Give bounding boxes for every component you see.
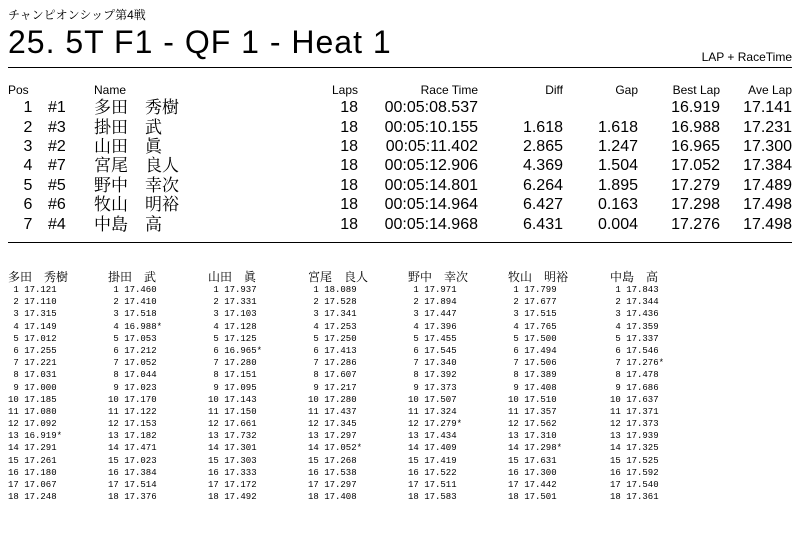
lap-column [610,270,710,503]
result-num: #3 [48,118,66,136]
lap-time: 12 17.345 [308,419,357,430]
lap-time: 14 17.291 [8,443,57,454]
lap-time: 10 17.507 [408,394,457,405]
result-best: 17.052 [671,157,720,175]
lap-time: 13 17.939 [610,431,659,442]
lap-time: 1 17.843 [610,285,659,295]
lap-time: 18 17.583 [408,492,457,503]
col-header-laps: Laps [331,83,358,97]
lap-time: 6 17.494 [508,345,557,356]
lap-time: 9 17.000 [8,382,57,393]
lap-time: 11 17.150 [208,406,257,417]
result-row [8,98,792,117]
result-diff: 1.618 [522,118,563,136]
report-mode-label: LAP + RaceTime [701,50,792,64]
lap-time: 5 17.125 [208,333,257,344]
lap-time: 2 17.344 [610,297,659,308]
lap-time: 11 17.371 [610,406,659,417]
lap-time: 11 17.357 [508,406,557,417]
lap-time: 15 17.525 [610,455,659,466]
lap-time: 7 17.052 [108,358,157,369]
lap-time: 4 17.765 [508,321,557,332]
lap-time: 3 17.103 [208,309,257,320]
col-header-number [48,82,94,98]
lap-time: 11 17.122 [108,406,157,417]
lap-time: 14 17.298* [508,443,563,454]
lap-time: 10 17.185 [8,394,57,405]
result-name: 山田 眞 [94,136,162,156]
lap-time: 11 17.324 [408,406,457,417]
col-header-gap: Gap [615,83,638,97]
lap-time: 16 17.522 [408,467,457,478]
result-diff [478,98,563,117]
lap-time: 3 17.315 [8,309,57,320]
lap-time: 9 17.373 [408,382,457,393]
lap-time: 16 17.333 [208,467,257,478]
lap-time: 7 17.276* [610,358,665,369]
lap-time: 18 17.248 [8,492,57,503]
lap-time: 2 17.331 [208,297,257,308]
col-header-best-lap: Best Lap [672,83,720,97]
result-ave: 17.498 [743,215,792,233]
result-best: 17.298 [671,196,720,214]
result-pos: 4 [23,157,33,175]
result-gap [563,98,638,117]
lap-time: 4 16.988* [108,321,163,332]
lap-column-driver-name: 多田 秀樹 [8,270,69,284]
lap-time: 3 17.515 [508,309,557,320]
lap-time: 16 17.180 [8,467,57,478]
lap-time: 4 17.128 [208,321,257,332]
lap-time: 8 17.044 [108,370,157,381]
lap-time: 6 17.413 [308,345,357,356]
result-best: 16.988 [671,118,720,136]
result-laps: 18 [340,215,358,233]
lap-time: 13 17.434 [408,431,457,442]
result-laps: 18 [340,118,358,136]
lap-time: 18 17.376 [108,492,157,503]
lap-time: 15 17.023 [108,455,157,466]
result-gap: 1.247 [597,137,638,155]
result-ave: 17.498 [743,196,792,214]
result-diff: 6.427 [522,196,563,214]
lap-time: 4 17.359 [610,321,659,332]
result-diff: 2.865 [522,137,563,155]
result-name: 牧山 明裕 [94,195,179,215]
result-row [8,156,792,175]
lap-time: 1 17.121 [8,285,57,295]
lap-time: 8 17.392 [408,370,457,381]
result-name: 中島 高 [94,214,162,234]
lap-time: 17 17.297 [308,480,357,490]
lap-time: 13 17.310 [508,431,557,442]
lap-time: 1 17.937 [208,285,257,295]
result-name: 掛田 武 [94,117,162,137]
lap-time: 6 17.255 [8,345,57,356]
result-name: 多田 秀樹 [94,98,179,118]
lap-time: 2 17.894 [408,297,457,308]
lap-time: 12 17.661 [208,419,257,430]
lap-time: 17 17.514 [108,480,157,490]
result-time: 00:05:11.402 [385,137,478,155]
lap-time: 9 17.095 [208,382,257,393]
lap-time: 15 17.261 [8,455,57,466]
lap-time: 12 17.373 [610,419,659,430]
lap-time: 4 17.396 [408,321,457,332]
result-diff: 6.431 [522,215,563,233]
lap-column-driver-name: 牧山 明裕 [508,270,569,284]
result-ave: 17.384 [743,157,792,175]
result-diff: 4.369 [522,157,563,175]
lap-time: 5 17.337 [610,333,659,344]
result-num: #2 [48,137,66,155]
result-time: 00:05:10.155 [384,118,478,136]
lap-time: 8 17.389 [508,370,557,381]
result-ave: 17.489 [743,176,792,194]
lap-time: 9 17.217 [308,382,357,393]
col-header-pos: Pos [8,83,29,97]
results-header-row [8,82,792,98]
lap-time: 2 17.110 [8,297,57,308]
lap-time: 2 17.677 [508,297,557,308]
lap-time: 17 17.172 [208,480,257,490]
lap-time: 12 17.279* [408,419,463,430]
result-name: 野中 幸次 [94,175,179,195]
lap-time: 18 17.408 [308,492,357,503]
lap-time: 9 17.023 [108,382,157,393]
lap-time: 13 17.297 [308,431,357,442]
col-header-diff: Diff [545,83,563,97]
result-best: 16.965 [671,137,720,155]
lap-time: 17 17.442 [508,480,557,490]
lap-time: 16 17.538 [308,467,357,478]
result-pos: 5 [23,176,33,194]
lap-time: 17 17.540 [610,480,659,490]
lap-time: 5 17.500 [508,333,557,344]
result-best: 16.919 [671,99,720,117]
result-ave: 17.300 [743,137,792,155]
result-gap: 1.504 [597,157,638,175]
result-pos: 3 [23,137,33,155]
lap-time: 10 17.280 [308,394,357,405]
lap-time: 1 17.460 [108,285,157,295]
lap-column-driver-name: 宮尾 良人 [308,270,369,284]
lap-time: 13 17.182 [108,431,157,442]
lap-column-driver-name: 山田 眞 [208,270,257,284]
result-row [8,117,792,136]
lap-time: 5 17.053 [108,333,157,344]
result-pos: 6 [23,196,33,214]
lap-time: 7 17.221 [8,358,57,369]
lap-time: 7 17.340 [408,358,457,369]
top-divider [8,67,792,68]
lap-time: 18 17.501 [508,492,557,503]
lap-column [108,270,208,503]
result-gap: 0.004 [597,215,638,233]
lap-time: 18 17.492 [208,492,257,503]
lap-time: 8 17.151 [208,370,257,381]
lap-time: 3 17.341 [308,309,357,320]
lap-time: 11 17.080 [8,406,57,417]
result-best: 17.279 [671,176,720,194]
lap-time: 10 17.510 [508,394,557,405]
lap-time: 15 17.268 [308,455,357,466]
result-num: #5 [48,176,66,194]
result-gap: 1.618 [597,118,638,136]
result-laps: 18 [340,196,358,214]
lap-time: 16 17.384 [108,467,157,478]
lap-column-driver-name: 野中 幸次 [408,270,469,284]
lap-time: 4 17.253 [308,321,357,332]
lap-column-driver-name: 掛田 武 [108,270,157,284]
lap-column [208,270,308,503]
lap-time: 14 17.325 [610,443,659,454]
result-row [8,195,792,214]
lap-time: 15 17.631 [508,455,557,466]
result-name: 宮尾 良人 [94,156,179,176]
lap-time: 1 17.799 [508,285,557,295]
result-laps: 18 [340,99,358,117]
lap-time: 6 16.965* [208,345,263,356]
lap-time: 2 17.410 [108,297,157,308]
lap-column [508,270,608,503]
result-diff: 6.264 [522,176,563,194]
col-header-ave-lap: Ave Lap [748,83,792,97]
lap-time: 16 17.592 [610,467,659,478]
result-gap: 0.163 [597,196,638,214]
lap-time: 7 17.286 [308,358,357,369]
lap-column [8,270,108,503]
result-time: 00:05:12.906 [384,157,478,175]
result-best: 17.276 [671,215,720,233]
col-header-name: Name [94,83,127,97]
lap-time: 12 17.562 [508,419,557,430]
lap-column [408,270,508,503]
bottom-divider [8,242,792,243]
results-table [8,82,792,234]
lap-time: 6 17.545 [408,345,457,356]
lap-column [308,270,408,503]
lap-time: 17 17.067 [8,480,57,490]
result-num: #1 [48,99,66,117]
result-pos: 7 [23,215,33,233]
result-laps: 18 [340,176,358,194]
result-time: 00:05:08.537 [384,99,478,117]
lap-time: 10 17.170 [108,394,157,405]
col-header-race-time: Race Time [420,83,478,97]
lap-time: 3 17.436 [610,309,659,320]
lap-time: 2 17.528 [308,297,357,308]
result-laps: 18 [340,137,358,155]
lap-time: 4 17.149 [8,321,57,332]
lap-time: 3 17.518 [108,309,157,320]
lap-time: 14 17.052* [308,443,363,454]
result-ave: 17.141 [743,99,792,117]
lap-time: 15 17.419 [408,455,457,466]
lap-time: 5 17.250 [308,333,357,344]
result-laps: 18 [340,157,358,175]
lap-time: 13 17.732 [208,431,257,442]
lap-column-driver-name: 中島 高 [610,270,659,284]
result-num: #4 [48,215,66,233]
lap-time: 14 17.301 [208,443,257,454]
lap-time: 18 17.361 [610,492,659,503]
lap-time: 8 17.607 [308,370,357,381]
lap-time: 1 18.089 [308,285,357,295]
lap-time: 16 17.300 [508,467,557,478]
event-subtitle: チャンピオンシップ第4戦 [8,8,146,22]
result-row [8,214,792,233]
result-time: 00:05:14.801 [384,176,478,194]
lap-time: 9 17.686 [610,382,659,393]
lap-time: 14 17.409 [408,443,457,454]
lap-time: 5 17.455 [408,333,457,344]
lap-time: 6 17.546 [610,345,659,356]
result-pos: 2 [23,118,33,136]
result-num: #6 [48,196,66,214]
result-time: 00:05:14.968 [384,215,478,233]
lap-time: 13 16.919* [8,431,63,442]
page-title: 25. 5T F1 - QF 1 - Heat 1 [8,24,392,60]
lap-time: 5 17.012 [8,333,57,344]
lap-time: 9 17.408 [508,382,557,393]
lap-time: 8 17.478 [610,370,659,381]
result-ave: 17.231 [743,118,792,136]
lap-time: 8 17.031 [8,370,57,381]
lap-time: 11 17.437 [308,406,357,417]
lap-time: 14 17.471 [108,443,157,454]
lap-times-section [0,270,800,540]
lap-time: 1 17.971 [408,285,457,295]
lap-time: 12 17.092 [8,419,57,430]
result-row [8,137,792,156]
lap-time: 6 17.212 [108,345,157,356]
lap-time: 3 17.447 [408,309,457,320]
result-time: 00:05:14.964 [384,196,478,214]
lap-time: 10 17.637 [610,394,659,405]
result-row [8,176,792,195]
result-num: #7 [48,157,66,175]
lap-time: 17 17.511 [408,480,457,490]
lap-time: 15 17.303 [208,455,257,466]
result-pos: 1 [23,99,33,117]
lap-time: 12 17.153 [108,419,157,430]
lap-time: 7 17.280 [208,358,257,369]
lap-time: 10 17.143 [208,394,257,405]
result-gap: 1.895 [597,176,638,194]
lap-time: 7 17.506 [508,358,557,369]
